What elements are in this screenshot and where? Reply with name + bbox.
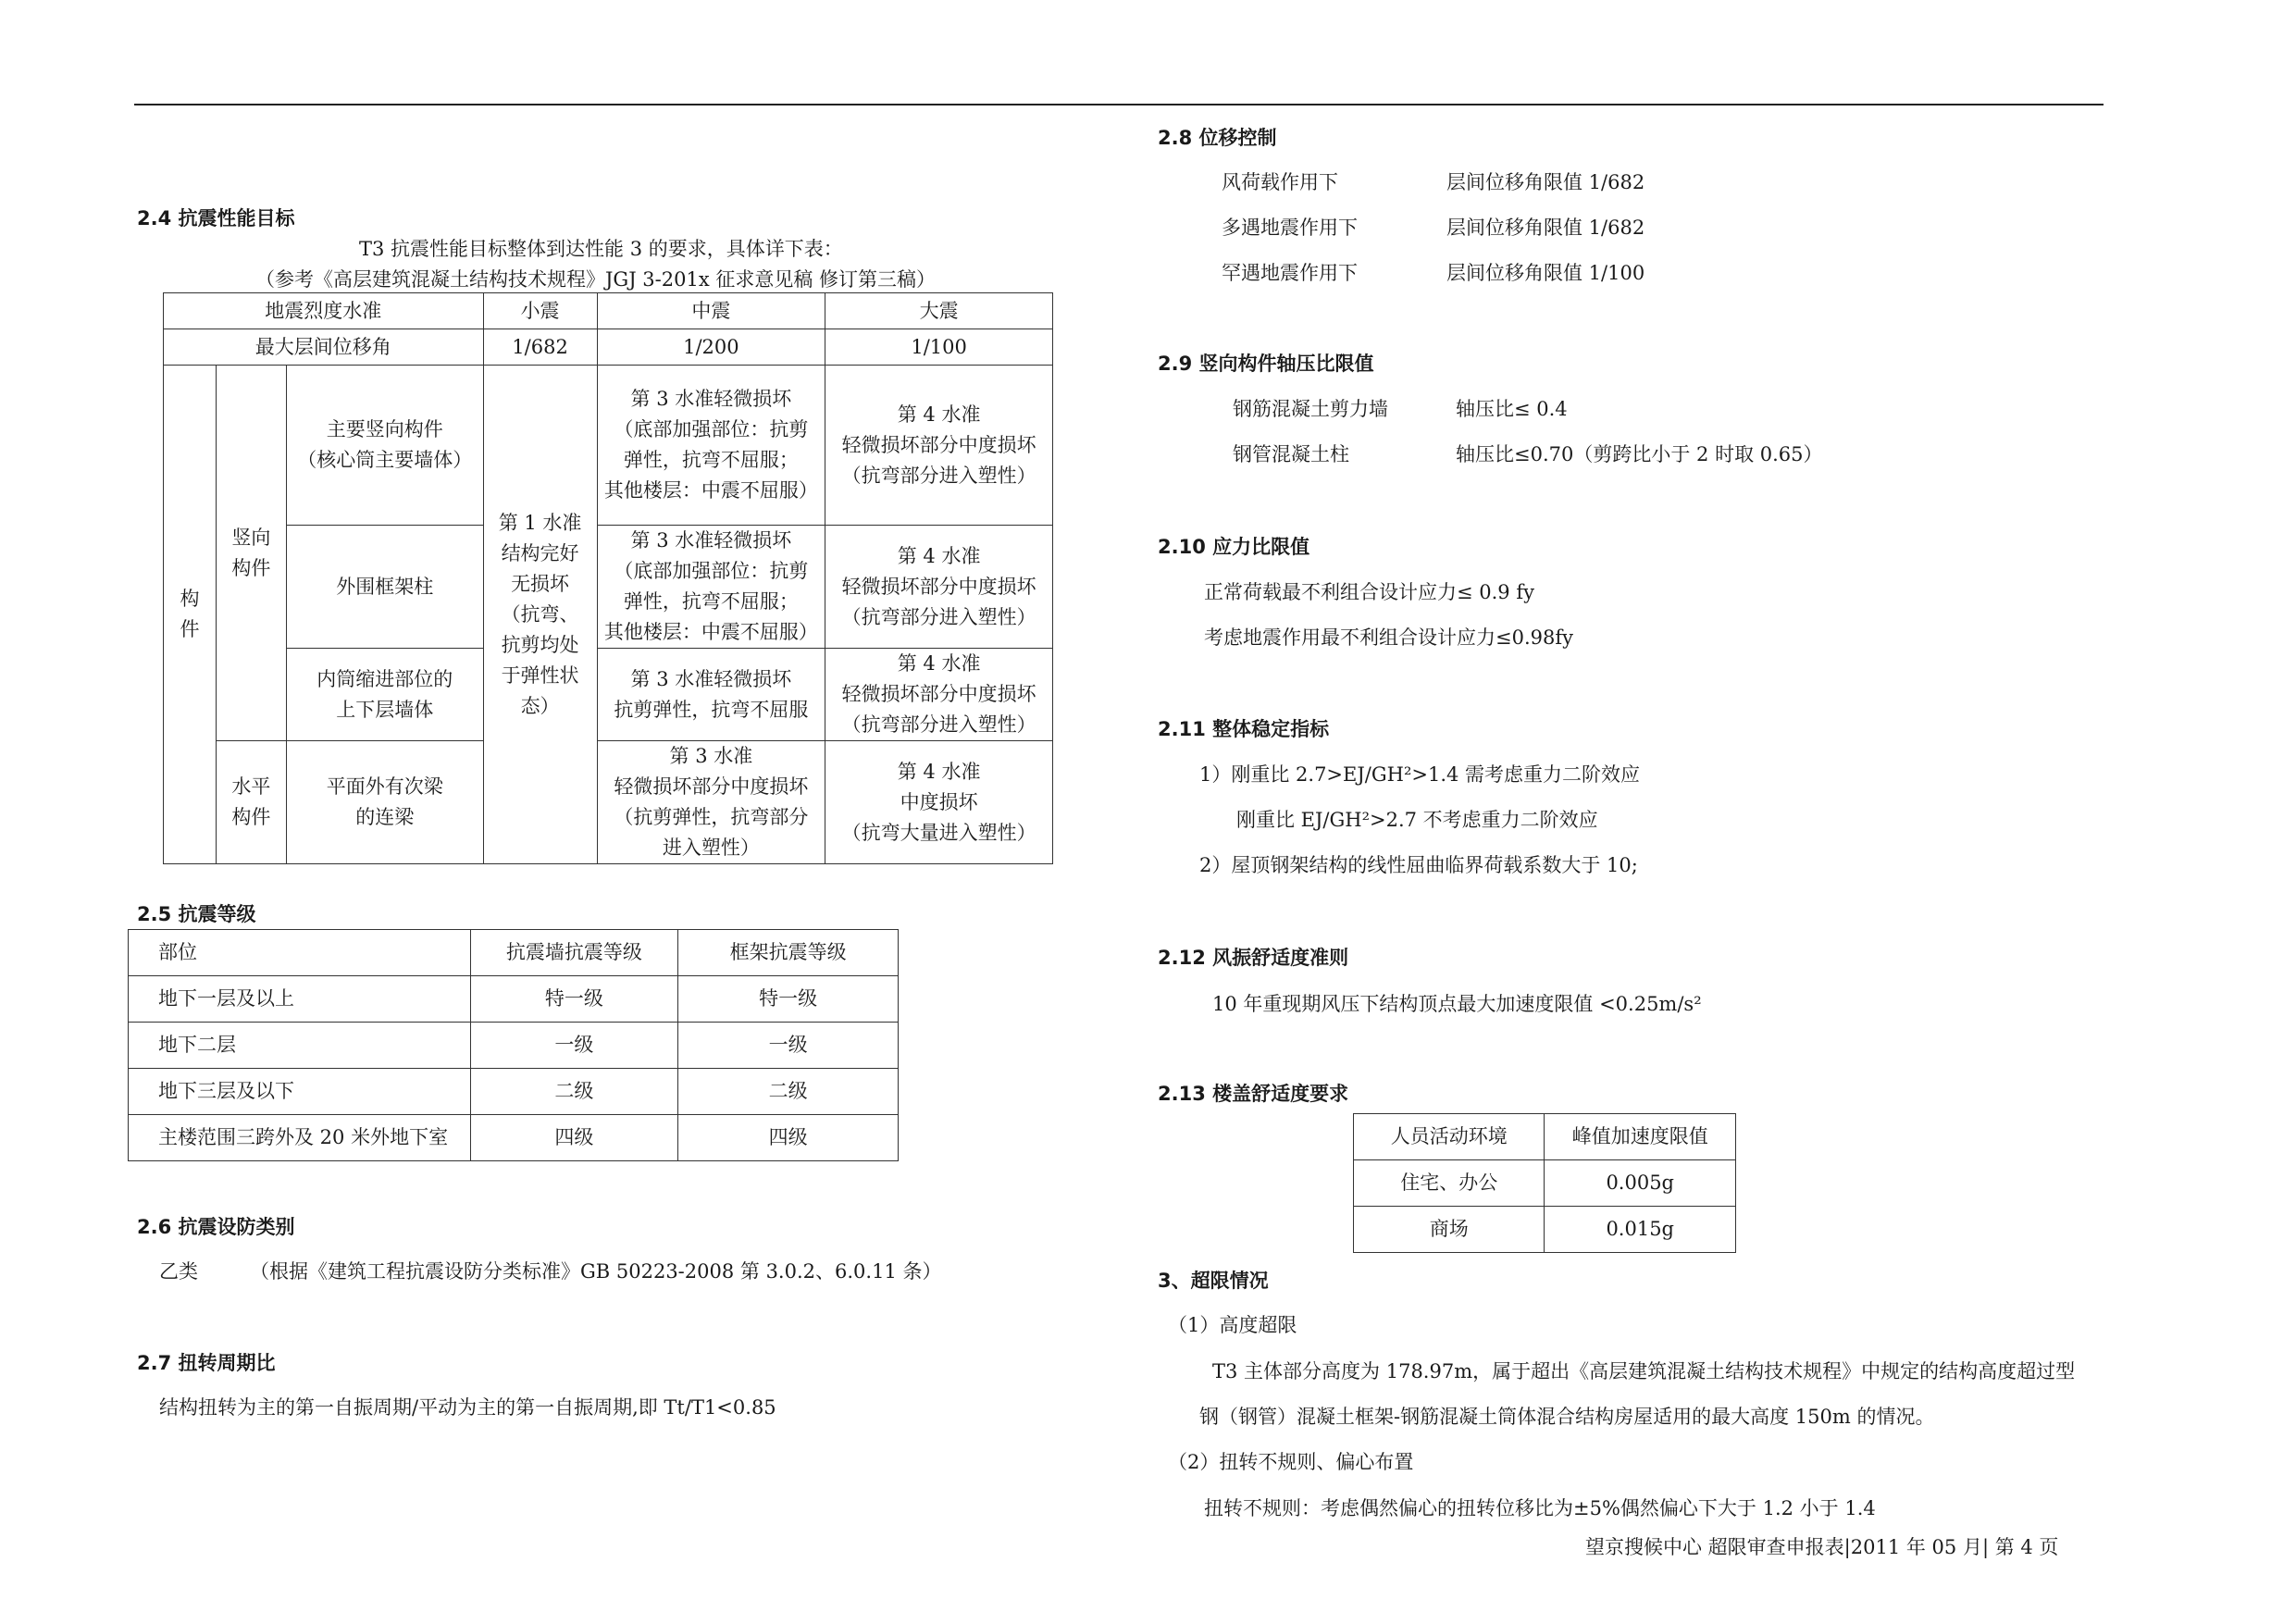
grade-header-wall: 抗震墙抗震等级 — [470, 930, 678, 976]
stability-line-1: 1）刚重比 2.7>EJ/GH²>1.4 需考虑重力二阶效应 — [1199, 763, 1641, 786]
mid-quake-coupling-beam: 第 3 水准 轻微损坏部分中度损坏 （抗剪弹性，抗弯部分 进入塑性） — [597, 741, 825, 864]
drift-case-label: 罕遇地震作用下 — [1222, 262, 1358, 284]
fortification-basis: （根据《建筑工程抗震设防分类标准》GB 50223-2008 第 3.0.2、6.0.11 条） — [250, 1260, 942, 1283]
stress-ratio-normal: 正常荷载最不利组合设计应力≤ 0.9 fy — [1204, 581, 1534, 603]
table-cell: 二级 — [470, 1069, 678, 1115]
table-cell: 一级 — [678, 1023, 899, 1069]
section-2-8-heading: 2.8 位移控制 — [1158, 127, 1277, 149]
stability-line-2: 刚重比 EJ/GH²>2.7 不考虑重力二阶效应 — [1236, 809, 1598, 831]
torsion-irregular-text: 扭转不规则：考虑偶然偏心的扭转位移比为±5%偶然偏心下大于 1.2 小于 1.4 — [1204, 1497, 1876, 1519]
floor-comfort-table — [1353, 1113, 1736, 1253]
height-overrun-text-2: 钢（钢管）混凝土框架-钢筋混凝土筒体混合结构房屋适用的最大高度 150m 的情况。 — [1199, 1406, 1935, 1428]
section-2-13-heading: 2.13 楼盖舒适度要求 — [1158, 1083, 1349, 1105]
height-overrun-text-1: T3 主体部分高度为 178.97m，属于超出《高层建筑混凝土结构技术规程》中规定的结构高度超过型 — [1212, 1360, 2076, 1382]
drift-small: 1/682 — [483, 329, 597, 366]
member-setback-wall: 内筒缩进部位的 上下层墙体 — [286, 649, 483, 741]
axial-ratio-member: 钢筋混凝土剪力墙 — [1233, 398, 1388, 420]
comfort-header-accel: 峰值加速度限值 — [1545, 1114, 1736, 1160]
stress-ratio-seismic: 考虑地震作用最不利组合设计应力≤0.98fy — [1204, 626, 1573, 649]
mid-quake-frame-column: 第 3 水准轻微损坏 （底部加强部位：抗剪 弹性，抗弯不屈服； 其他楼层：中震不屈服） — [597, 526, 825, 649]
stability-line-3: 2）屋顶钢架结构的线性屈曲临界荷载系数大于 10; — [1199, 854, 1638, 876]
drift-case-limit: 层间位移角限值 1/682 — [1446, 171, 1645, 193]
section-2-7-heading: 2.7 扭转周期比 — [137, 1352, 276, 1374]
col-header-level: 地震烈度水准 — [164, 293, 484, 329]
seismic-target-reference: （参考《高层建筑混凝土结构技术规程》JGJ 3-201x 征求意见稿 修订第三稿） — [255, 268, 937, 291]
section-3-heading: 3、超限情况 — [1158, 1270, 1269, 1292]
mid-quake-main-vertical: 第 3 水准轻微损坏 （底部加强部位：抗剪 弹性，抗弯不屈服； 其他楼层：中震不屈服） — [597, 366, 825, 526]
wind-comfort-limit: 10 年重现期风压下结构顶点最大加速度限值 <0.25m/s² — [1212, 993, 1702, 1015]
section-2-12-heading: 2.12 风振舒适度准则 — [1158, 947, 1349, 969]
table-cell: 0.015g — [1545, 1207, 1736, 1253]
seismic-performance-table — [163, 292, 1053, 864]
torsion-period-ratio: 结构扭转为主的第一自振周期/平动为主的第一自振周期,即 Tt/T1<0.85 — [159, 1396, 776, 1419]
header-rule — [134, 104, 2104, 105]
component-group-label: 构 件 — [164, 366, 217, 864]
axial-ratio-limit: 轴压比≤0.70（剪跨比小于 2 时取 0.65） — [1456, 443, 1823, 465]
page-footer: 望京搜候中心 超限审查申报表|2011 年 05 月| 第 4 页 — [1585, 1536, 2059, 1558]
large-quake-frame-column: 第 4 水准 轻微损坏部分中度损坏 （抗弯部分进入塑性） — [825, 526, 1053, 649]
table-cell: 一级 — [470, 1023, 678, 1069]
drift-case-limit: 层间位移角限值 1/682 — [1446, 217, 1645, 239]
drift-case-label: 风荷载作用下 — [1222, 171, 1338, 193]
table-row: 地下三层及以下 — [129, 1069, 471, 1115]
axial-ratio-member: 钢管混凝土柱 — [1233, 443, 1349, 465]
table-row: 住宅、办公 — [1354, 1160, 1545, 1207]
table-row: 商场 — [1354, 1207, 1545, 1253]
section-2-10-heading: 2.10 应力比限值 — [1158, 536, 1310, 558]
section-2-4-heading: 2.4 抗震性能目标 — [137, 207, 295, 229]
seismic-target-intro: T3 抗震性能目标整体到达性能 3 的要求，具体详下表： — [359, 238, 843, 260]
torsion-irregular-subheading: （2）扭转不规则、偏心布置 — [1168, 1451, 1414, 1473]
mid-quake-setback-wall: 第 3 水准轻微损坏 抗剪弹性，抗弯不屈服 — [597, 649, 825, 741]
section-2-9-heading: 2.9 竖向构件轴压比限值 — [1158, 353, 1374, 375]
horizontal-component-label: 水平 构件 — [216, 741, 286, 864]
section-2-11-heading: 2.11 整体稳定指标 — [1158, 718, 1330, 740]
table-row: 地下一层及以上 — [129, 976, 471, 1023]
fortification-class: 乙类 — [159, 1260, 198, 1283]
large-quake-coupling-beam: 第 4 水准 中度损坏 （抗弯大量进入塑性） — [825, 741, 1053, 864]
seismic-grade-table — [128, 929, 899, 1161]
large-quake-setback-wall: 第 4 水准 轻微损坏部分中度损坏 （抗弯部分进入塑性） — [825, 649, 1053, 741]
drift-case-label: 多遇地震作用下 — [1222, 217, 1358, 239]
section-2-6-heading: 2.6 抗震设防类别 — [137, 1216, 295, 1238]
member-coupling-beam: 平面外有次梁 的连梁 — [286, 741, 483, 864]
grade-header-frame: 框架抗震等级 — [678, 930, 899, 976]
table-cell: 特一级 — [678, 976, 899, 1023]
vertical-component-label: 竖向 构件 — [216, 366, 286, 741]
grade-header-part: 部位 — [129, 930, 471, 976]
table-cell: 0.005g — [1545, 1160, 1736, 1207]
drift-large: 1/100 — [825, 329, 1053, 366]
table-cell: 四级 — [678, 1115, 899, 1161]
section-2-5-heading: 2.5 抗震等级 — [137, 903, 256, 925]
large-quake-main-vertical: 第 4 水准 轻微损坏部分中度损坏 （抗弯部分进入塑性） — [825, 366, 1053, 526]
col-header-large: 大震 — [825, 293, 1053, 329]
comfort-header-env: 人员活动环境 — [1354, 1114, 1545, 1160]
table-row: 主楼范围三跨外及 20 米外地下室 — [129, 1115, 471, 1161]
table-cell: 特一级 — [470, 976, 678, 1023]
row-header-drift: 最大层间位移角 — [164, 329, 484, 366]
table-row: 地下二层 — [129, 1023, 471, 1069]
table-cell: 四级 — [470, 1115, 678, 1161]
col-header-mid: 中震 — [597, 293, 825, 329]
small-quake-performance: 第 1 水准 结构完好 无损坏 （抗弯、 抗剪均处 于弹性状 态） — [483, 366, 597, 864]
col-header-small: 小震 — [483, 293, 597, 329]
drift-case-limit: 层间位移角限值 1/100 — [1446, 262, 1645, 284]
member-frame-column: 外围框架柱 — [286, 526, 483, 649]
height-overrun-subheading: （1）高度超限 — [1168, 1314, 1297, 1336]
axial-ratio-limit: 轴压比≤ 0.4 — [1456, 398, 1568, 420]
drift-mid: 1/200 — [597, 329, 825, 366]
table-cell: 二级 — [678, 1069, 899, 1115]
member-main-vertical: 主要竖向构件 （核心筒主要墙体） — [286, 366, 483, 526]
